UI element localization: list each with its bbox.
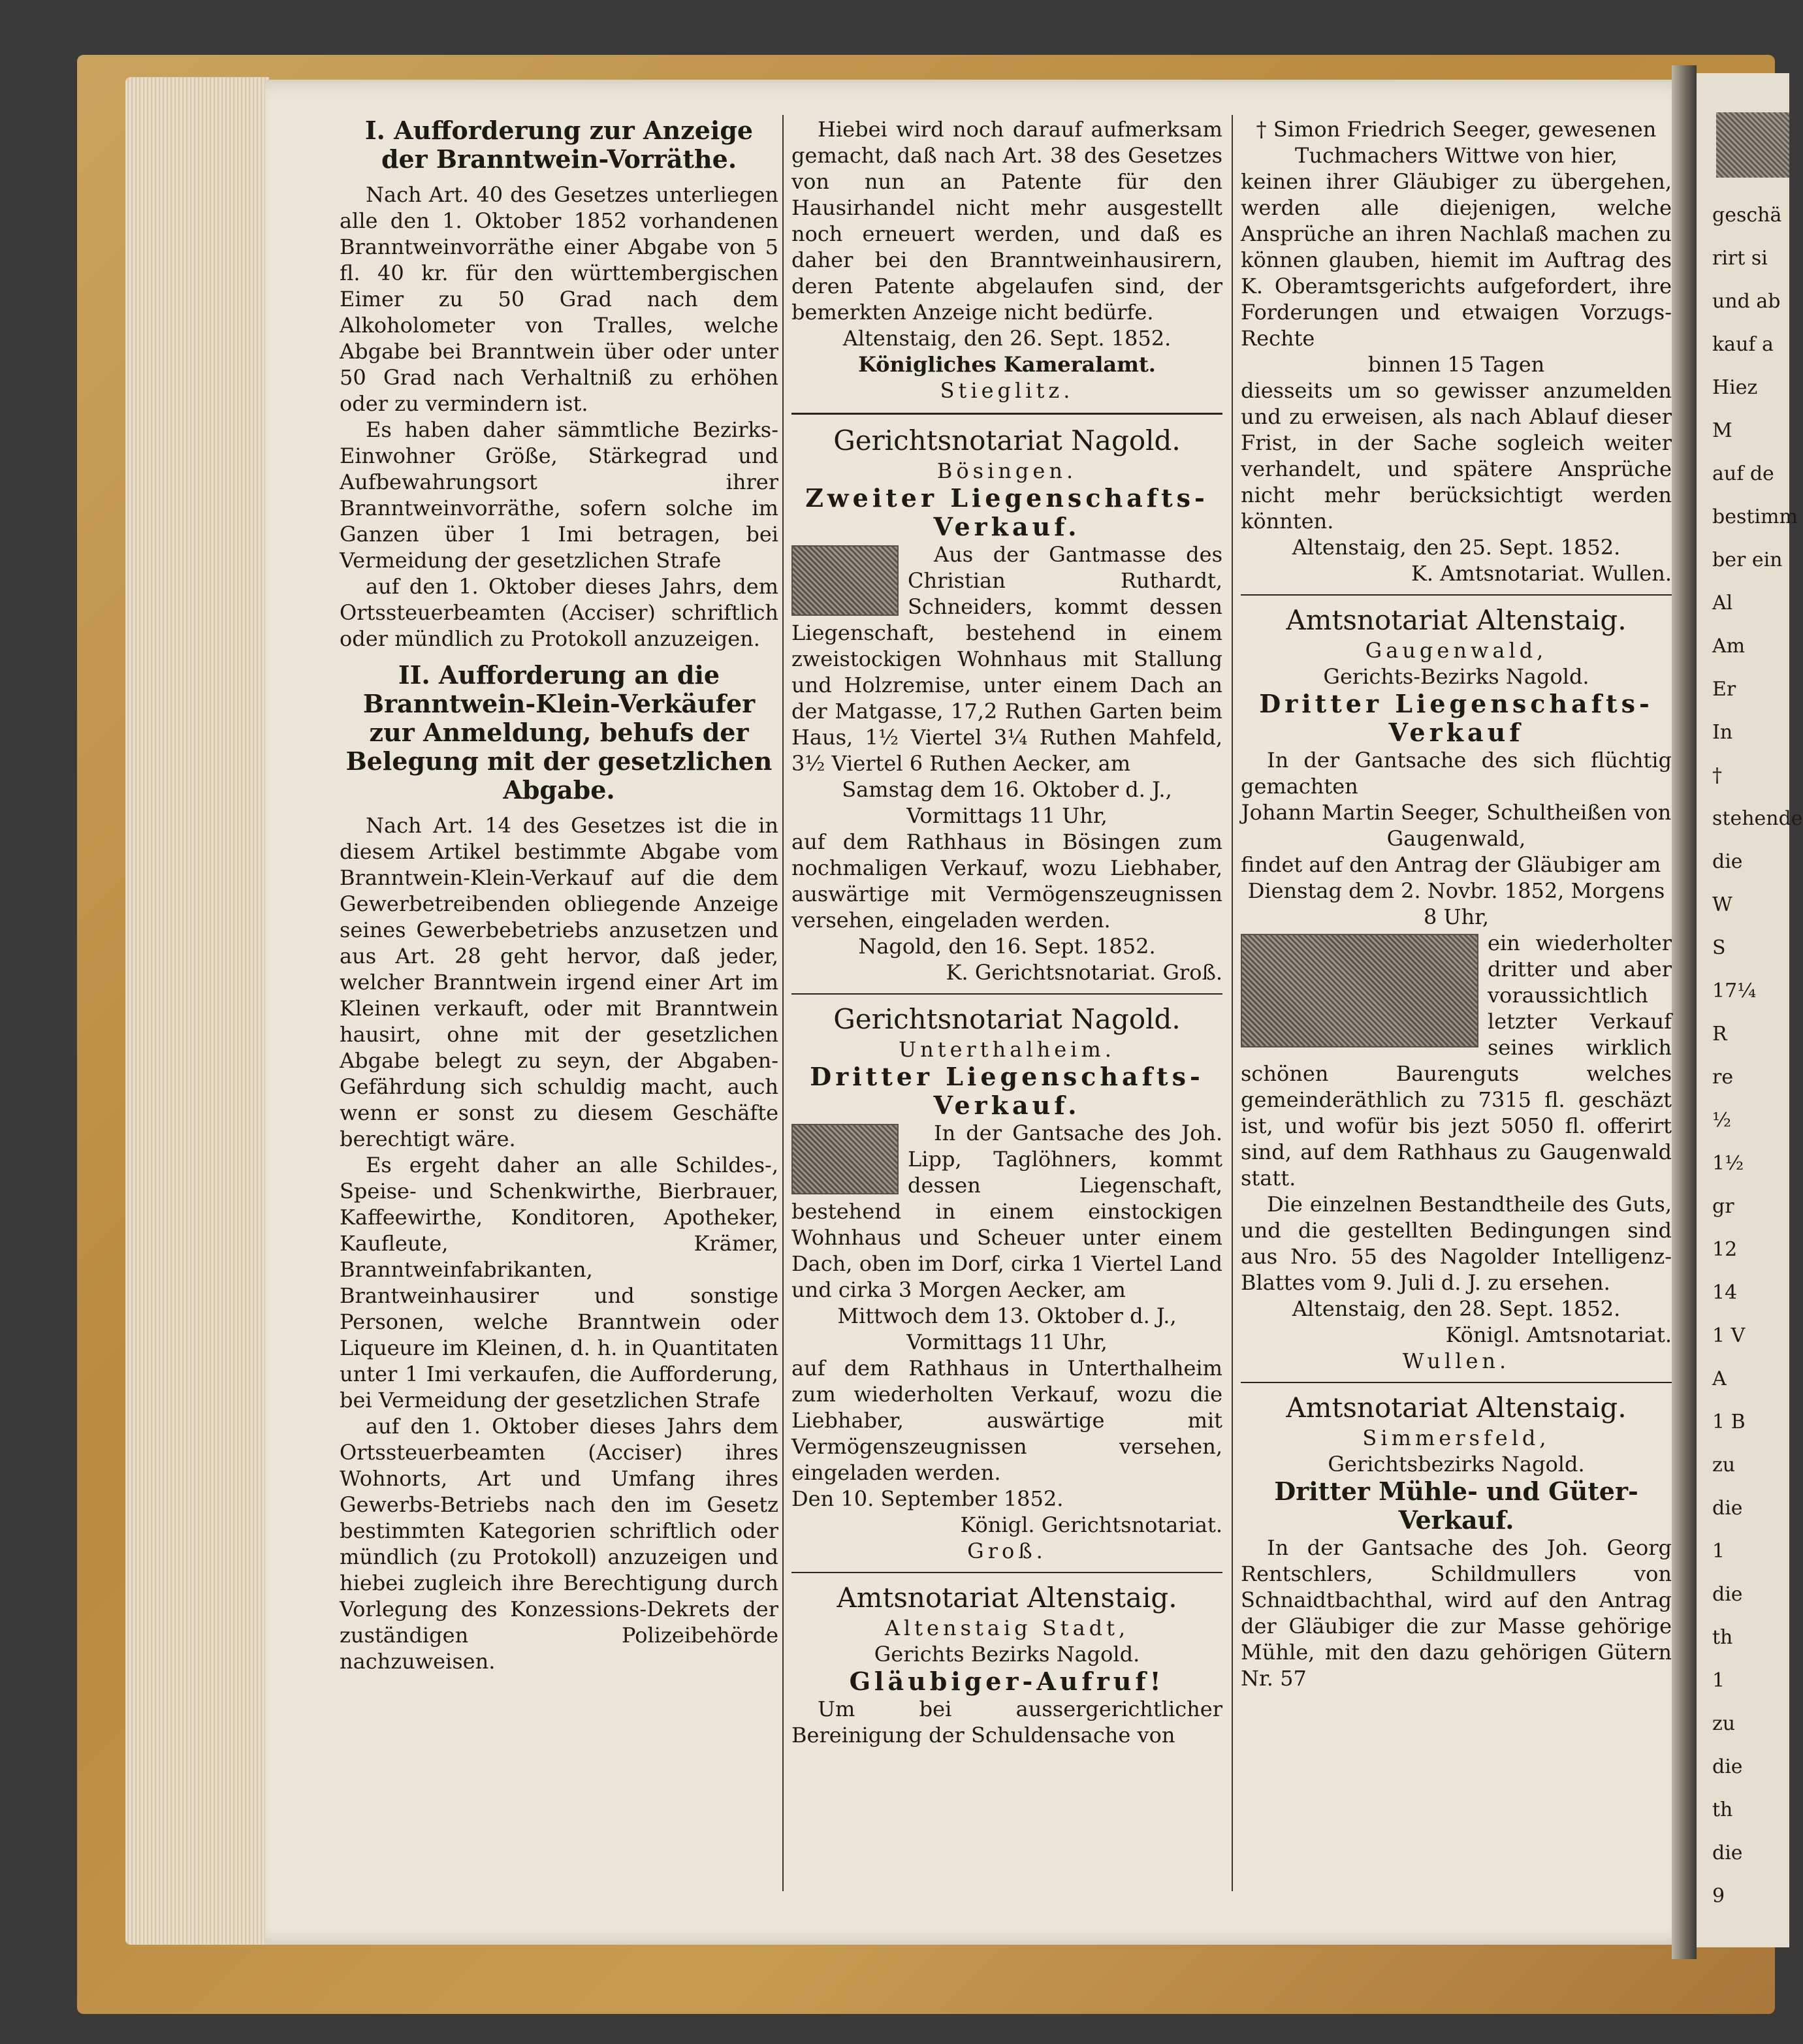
ad-authority: K. Amtsnotariat. Wullen. [1411, 561, 1672, 586]
facing-page [1697, 73, 1803, 1947]
ad-signature: Groß. [967, 1539, 1047, 1563]
ad-sign-date: Altenstaig, den 28. Sept. 1852. [1292, 1296, 1621, 1321]
notice-paragraph: Es ergeht daher an alle Schildes-, Speise- und Schenkwirthe, Bierbrauer, Kaffeewirthe, Konditoren, Apotheker, Kaufleute, Krämer, Branntweinfabrikanten, Brantweinhausirer und sonstige Personen, welche Branntwein oder Liqueure im Kleinen, d. h. in Quantitaten unter 1 Imi verkaufen, die Aufforderung, bei Vermeidung der gesetzlichen Strafe [340, 1153, 778, 1413]
section-rule [791, 413, 1222, 415]
facing-page-fragment: † [1712, 764, 1722, 787]
ad-authority: K. Gerichtsnotariat. Groß. [946, 960, 1222, 985]
ad-subplace: Gerichts-Bezirks Nagold. [1323, 664, 1589, 689]
ad-paragraph: † Simon Friedrich Seeger, gewesenen Tuchmachers Wittwe von hier, [1256, 117, 1657, 168]
facing-page-fragment: 12 [1712, 1238, 1738, 1261]
ad-authority: Königl. Gerichtsnotariat. [960, 1512, 1222, 1537]
ad-subplace: Gerichts Bezirks Nagold. [874, 1642, 1140, 1667]
facing-page-fragment: 1 B [1712, 1411, 1746, 1433]
facing-page-fragment: gr [1712, 1195, 1734, 1218]
ad-place: Bösingen. [936, 458, 1077, 483]
ad-title: Dritter Liegenschafts-Verkauf [1259, 689, 1653, 747]
ad-subplace: Gerichtsbezirks Nagold. [1328, 1452, 1585, 1477]
facing-page-fragment: W [1712, 893, 1732, 916]
ad-paragraph: In der Gantsache des Joh. Lipp, Taglöhners, kommt dessen Liegenschaft, bestehend in einem einstockigen Wohnhaus und Scheuer unter einem Dach, oben im Dorf, cirka 1 Viertel Land und cirka 3 Morgen Aecker, am [791, 1121, 1222, 1302]
facing-page-fragment: die [1712, 1583, 1743, 1606]
facing-page-fragment: 17¼ [1712, 980, 1757, 1002]
ad-title: Dritter Liegenschafts-Verkauf. [810, 1062, 1204, 1120]
facing-page-fragment: kauf a [1712, 333, 1774, 356]
facing-page-fragment: 9 [1712, 1885, 1725, 1908]
notice-paragraph: Nach Art. 14 des Gesetzes ist die in diesem Artikel bestimmte Abgabe vom Branntwein-Klein-Verkauf auf die dem Gewerbetreibenden obliegende Anzeige seines Gewerbebetriebs anzusetzen und aus Art. 28 geht hervor, daß jeder, welcher Branntwein irgend einer Art im Kleinen verkauft, oder mit Branntwein hausirt, ohne mit der gesetzlichen Abgabe belegt zu seyn, der Abgaben-Gefährdung sich schuldig macht, auch wenn er sonst zu diesem Geschäfte berechtigt wäre. [340, 813, 778, 1151]
notice-signature: Stieglitz. [940, 378, 1074, 403]
ad-date: Dienstag dem 2. Novbr. 1852, Morgens 8 Uhr, [1247, 878, 1665, 929]
ad-paragraph: Um bei aussergerichtlicher Bereinigung der Schuldensache von [791, 1697, 1222, 1748]
ad-place: Unterthalheim. [899, 1037, 1115, 1062]
ad-paragraph: findet auf den Antrag der Gläubiger am [1241, 852, 1661, 877]
section-rule [1241, 1382, 1672, 1383]
column-1 [340, 116, 778, 1674]
facing-page-fragment: 1 [1712, 1540, 1725, 1563]
ad-place: Altenstaig Stadt, [884, 1616, 1130, 1640]
facing-page-fragment: und ab [1712, 290, 1781, 313]
ad-paragraph: In der Gantsache des sich flüchtig gemachten [1241, 748, 1672, 799]
ad-place: Gaugenwald, [1365, 638, 1548, 663]
facing-page-fragment: Am [1712, 635, 1746, 658]
facing-page-fragment: th [1712, 1626, 1733, 1649]
notice-paragraph: Nach Art. 40 des Gesetzes unterliegen alle den 1. Oktober 1852 vorhandenen Branntweinvorräthe einer Abgabe von 5 fl. 40 kr. für den württembergischen Eimer zu 50 Grad nach dem Alkoholometer von Tralles, welche Abgabe bei Branntwein über oder unter 50 Grad nach Verhaltniß zu erhöhen oder zu vermindern ist. [340, 182, 778, 416]
ad-date: Samstag dem 16. Oktober d. J., Vormittags 11 Uhr, [842, 777, 1172, 828]
ad-paragraph: ein wiederholter dritter und aber voraussichtlich letzter Verkauf seines wirklich schönen Baurenguts welches gemeinderäthlich zu 7315 fl. geschäzt ist, und wofür bis jezt 5050 fl. offerirt sind, auf dem Rathhaus zu Gaugenwald statt. [1241, 931, 1672, 1190]
notice-paragraph: auf den 1. Oktober dieses Jahrs, dem Ortssteuerbeamten (Acciser) schriftlich oder mündlich zu Protokoll anzuzeigen. [340, 574, 778, 651]
facing-page-fragment: zu [1712, 1712, 1736, 1735]
ad-heading: Amtsnotariat Altenstaig. [1286, 1392, 1627, 1424]
ad-paragraph: keinen ihrer Gläubiger zu übergehen, werden alle diejenigen, welche Ansprüche an ihren Nachlaß machen zu können glauben, hiemit im Auftrag des K. Oberamtsgerichts aufgefordert, ihre Forderungen und etwaigen Vorzugs-Rechte [1241, 169, 1672, 351]
ad-sign-date: Den 10. September 1852. [791, 1486, 1064, 1511]
notice-paragraph: Es haben daher sämmtliche Bezirks-Einwohner Größe, Stärkegrad und Aufbewahrungsort ihrer Branntweinvorräthe, sofern solche im Ganzen über 1 Imi betragen, bei Vermeidung der gesetzlichen Strafe [340, 417, 778, 573]
house-woodcut-image [791, 1124, 899, 1194]
ad-paragraph: In der Gantsache des Joh. Georg Rentschlers, Schildmullers von Schnaidtbachthal, wird auf den Antrag der Gläubiger die zur Masse gehörige Mühle, mit den dazu gehörigen Gütern Nr. 57 [1241, 1535, 1672, 1691]
facing-page-fragment: In [1712, 721, 1733, 744]
facing-page-fragment: 1 [1712, 1669, 1725, 1692]
ad-paragraph: auf dem Rathhaus in Unterthalheim zum wiederholten Verkauf, wozu die Liebhaber, auswärtige mit Vermögenszeugnissen versehen, eingeladen werden. [791, 1356, 1222, 1485]
section-rule [791, 1572, 1222, 1573]
ad-title: Zweiter Liegenschafts-Verkauf. [805, 483, 1209, 541]
ad-title: Gläubiger-Aufruf! [849, 1667, 1165, 1696]
facing-page-fragment: Al [1712, 592, 1733, 615]
facing-page-fragment: rirt si [1712, 247, 1768, 270]
facing-page-fragment: die [1712, 1497, 1743, 1520]
ad-heading: Amtsnotariat Altenstaig. [837, 1582, 1177, 1614]
facing-page-fragment: Hiez [1712, 376, 1758, 399]
notice-heading: II. Aufforderung an die Branntwein-Klein-Verkäufer zur Anmeldung, behufs der Belegung mit der gesetzlichen Abgabe. [345, 660, 773, 805]
facing-page-fragment: auf de [1712, 462, 1774, 485]
ad-deadline: binnen 15 Tagen [1367, 352, 1545, 377]
facing-page-fragment: R [1712, 1023, 1727, 1046]
facing-page-fragment: Er [1712, 678, 1736, 701]
facing-page-fragment: die [1712, 850, 1743, 873]
house-woodcut-image [791, 545, 899, 616]
ad-person: Johann Martin Seeger, Schultheißen von Gaugenwald, [1241, 800, 1672, 851]
notice-date: Altenstaig, den 26. Sept. 1852. [842, 326, 1172, 351]
facing-page-fragment: stehende [1712, 807, 1803, 830]
facing-page-fragment: th [1712, 1798, 1733, 1821]
section-rule [1241, 594, 1672, 596]
ad-sign-date: Altenstaig, den 25. Sept. 1852. [1292, 535, 1621, 560]
facing-page-fragment: M [1712, 419, 1732, 442]
woodcut-image [1716, 112, 1789, 178]
column-rule [1232, 115, 1233, 1891]
notice-paragraph: Hiebei wird noch darauf aufmerksam gemacht, daß nach Art. 38 des Gesetzes von nun an Patente für den Hausirhandel nicht mehr ausgestellt noch erneuert werden, und daß es daher bei den Branntweinhausirern, deren Patente abgelaufen sind, der bemerkten Anzeige nicht bedürfe. [791, 117, 1222, 325]
facing-page-fragment: zu [1712, 1454, 1736, 1477]
ad-sign-date: Nagold, den 16. Sept. 1852. [858, 934, 1156, 959]
ad-heading: Gerichtsnotariat Nagold. [833, 424, 1181, 456]
facing-page-fragment: ½ [1712, 1109, 1732, 1132]
farmhouse-woodcut-image [1241, 934, 1478, 1047]
ad-paragraph: Aus der Gantmasse des Christian Ruthardt, Schneiders, kommt dessen Liegenschaft, bestehend in einem zweistockigen Wohnhaus mit Stallung und Holzremise, unter einem Dach an der Matgasse, 17,2 Ruthen Garten beim Haus, 1½ Viertel 3¼ Ruthen Mahfeld, 3½ Viertel 6 Ruthen Aecker, am [791, 542, 1222, 776]
ad-paragraph: diesseits um so gewisser anzumelden und zu erweisen, als nach Ablauf dieser Frist, in der Sache sogleich weiter verhandelt, und spätere Ansprüche nicht mehr berücksichtigt werden könnten. [1241, 378, 1672, 534]
book-gutter [1672, 65, 1697, 1959]
notice-heading: I. Aufforderung zur Anzeige der Branntwein-Vorräthe. [364, 116, 754, 174]
notice-paragraph: auf den 1. Oktober dieses Jahrs dem Ortssteuerbeamten (Acciser) ihres Wohnorts, Art und Umfang ihres Gewerbs-Betriebs nach den im Gesetz bestimmten Kategorien schriftlich oder mündlich (zu Protokoll) anzuzeigen und hiebei zugleich ihre Berechtigung durch Vorlegung des Konzessions-Dekrets der zuständigen Polizeibehörde nachzuweisen. [340, 1414, 778, 1674]
facing-page-fragment: A [1712, 1367, 1727, 1390]
ad-authority: Königl. Amtsnotariat. [1445, 1322, 1672, 1347]
ad-paragraph: Die einzelnen Bestandtheile des Guts, und die gestellten Bedingungen sind aus Nro. 55 des Nagolder Intelligenz-Blattes vom 9. Juli d. J. zu ersehen. [1241, 1192, 1672, 1295]
facing-page-fragment: 1 V [1712, 1324, 1746, 1347]
facing-page-fragment: re [1712, 1066, 1734, 1089]
column-rule [782, 115, 784, 1891]
facing-page-fragment: geschä [1712, 204, 1782, 227]
ad-heading: Gerichtsnotariat Nagold. [833, 1003, 1181, 1035]
section-rule [791, 993, 1222, 995]
facing-page-fragment: S [1712, 936, 1726, 959]
ad-place: Simmersfeld, [1362, 1426, 1550, 1450]
ad-date: Mittwoch dem 13. Oktober d. J., Vormittags 11 Uhr, [837, 1303, 1177, 1354]
ad-title: Dritter Mühle- und Güter-Verkauf. [1274, 1477, 1638, 1535]
ad-heading: Amtsnotariat Altenstaig. [1286, 604, 1627, 636]
page-edges [125, 77, 269, 1945]
ad-paragraph: auf dem Rathhaus in Bösingen zum nochmaligen Verkauf, wozu Liebhaber, auswärtige mit Vermögenszeugnissen versehen, eingeladen werden. [791, 829, 1222, 933]
facing-page-fragment: ber ein [1712, 549, 1783, 571]
facing-page-fragment: 1½ [1712, 1152, 1744, 1175]
column-2 [791, 116, 1222, 1748]
facing-page-fragment: die [1712, 1842, 1743, 1864]
facing-page-fragment: die [1712, 1755, 1743, 1778]
facing-page-fragment: bestimm [1712, 505, 1798, 528]
column-3 [1241, 116, 1672, 1691]
ad-signature: Wullen. [1402, 1349, 1510, 1373]
facing-page-fragment: 14 [1712, 1281, 1738, 1304]
notice-authority: Königliches Kameralamt. [858, 352, 1156, 377]
